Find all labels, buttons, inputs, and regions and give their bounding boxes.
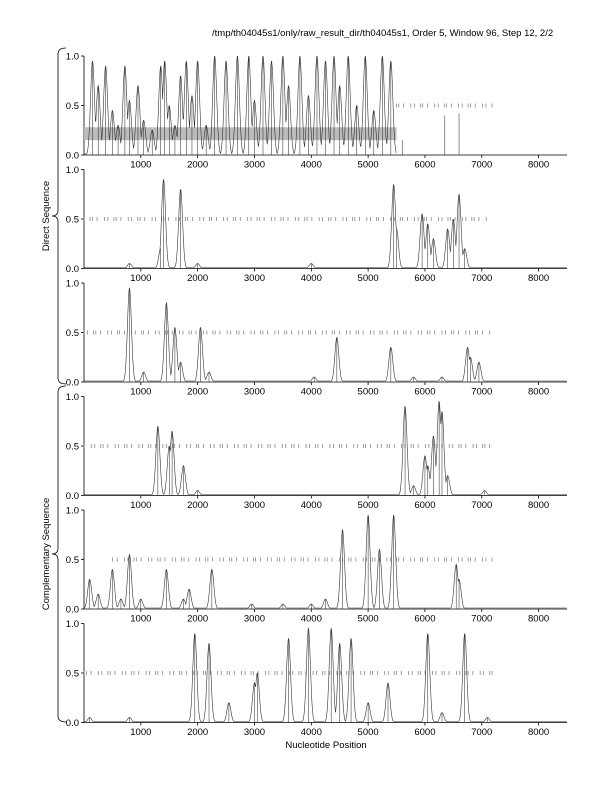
x-tick-label: 5000: [357, 613, 379, 625]
y-tick-label: 1.0: [65, 392, 79, 403]
figure-header: /tmp/th04045s1/only/raw_result_dir/th04045s1, Order 5, Window 96, Step 12, 2/2: [212, 28, 554, 39]
x-tick-label: 2000: [187, 500, 209, 511]
y-tick-label: 0.5: [65, 555, 79, 566]
x-tick-label: 8000: [528, 613, 550, 625]
y-tick-label: 0.5: [65, 328, 79, 339]
x-tick-label: 5000: [357, 386, 379, 398]
x-tick-label: 7000: [471, 273, 493, 284]
x-tick-label: 1000: [130, 386, 152, 398]
x-tick-label: 4000: [300, 500, 322, 511]
x-tick-label: 1000: [130, 159, 152, 171]
x-tick-label: 3000: [243, 613, 266, 625]
x-tick-label: 5000: [357, 273, 379, 284]
signal-line: [84, 629, 567, 722]
x-tick-label: 2000: [187, 273, 209, 284]
x-tick-label: 8000: [528, 500, 550, 511]
y-tick-label: 1.0: [65, 505, 79, 517]
y-tick-label: 0.0: [65, 604, 79, 616]
y-tick-label: 1.0: [65, 278, 79, 290]
y-tick-label: 0.5: [65, 101, 79, 112]
y-tick-label: 0.5: [65, 214, 79, 226]
x-tick-label: 5000: [357, 727, 379, 738]
y-tick-label: 1.0: [65, 51, 79, 63]
x-tick-label: 8000: [528, 727, 550, 738]
x-tick-label: 6000: [414, 273, 436, 284]
y-tick-label: 0.0: [65, 377, 79, 389]
x-tick-label: 8000: [528, 273, 550, 284]
x-tick-label: 6000: [414, 500, 436, 511]
x-tick-label: 2000: [187, 386, 209, 398]
panel-2: [66, 165, 567, 284]
x-tick-label: 8000: [528, 159, 550, 171]
x-tick-label: 3000: [243, 273, 266, 284]
complementary-group-label: Complementary Sequence: [41, 497, 52, 611]
x-tick-label: 7000: [471, 613, 493, 625]
x-tick-label: 1000: [130, 727, 152, 738]
signal-line: [84, 515, 567, 608]
x-tick-label: 4000: [300, 273, 322, 284]
signal-line: [84, 179, 567, 267]
shaded-band: [84, 127, 397, 140]
panels: [66, 52, 567, 739]
x-tick-label: 4000: [300, 386, 322, 398]
panel-5: [66, 506, 567, 625]
x-tick-label: 5000: [357, 500, 379, 511]
direct-group-brace: [52, 48, 66, 384]
x-tick-label: 3000: [243, 386, 266, 398]
signal-line: [84, 402, 567, 495]
y-tick-label: 0.0: [65, 491, 79, 502]
y-tick-label: 0.5: [65, 441, 79, 453]
signal-line: [84, 288, 567, 381]
x-tick-label: 7000: [471, 386, 493, 398]
x-tick-label: 7000: [471, 500, 493, 511]
x-tick-label: 3000: [243, 159, 266, 171]
x-tick-label: 2000: [187, 159, 209, 171]
x-tick-label: 6000: [414, 613, 436, 625]
y-tick-label: 0.5: [65, 668, 79, 680]
x-tick-label: 1000: [130, 500, 152, 511]
x-tick-label: 7000: [471, 159, 493, 171]
x-tick-label: 2000: [187, 613, 209, 625]
panel-3: [66, 279, 567, 398]
y-tick-label: 0.0: [65, 150, 79, 162]
x-tick-label: 7000: [471, 727, 493, 738]
x-tick-label: 5000: [357, 159, 379, 171]
x-tick-label: 8000: [528, 386, 550, 398]
y-tick-label: 0.0: [65, 718, 79, 729]
x-tick-label: 6000: [414, 386, 436, 398]
panel-1: [66, 52, 567, 171]
complementary-group-brace: [52, 386, 66, 722]
direct-group-label: Direct Sequence: [41, 180, 52, 252]
x-tick-label: 6000: [414, 159, 436, 171]
x-axis-label: Nucleotide Position: [285, 740, 367, 751]
x-tick-label: 1000: [130, 273, 152, 284]
panel-6: [66, 619, 567, 738]
x-tick-label: 1000: [130, 613, 152, 625]
x-tick-label: 4000: [300, 613, 322, 625]
x-tick-label: 4000: [300, 727, 322, 738]
y-tick-label: 1.0: [65, 619, 79, 630]
x-tick-label: 2000: [187, 727, 209, 738]
y-tick-label: 1.0: [65, 165, 79, 176]
panel-4: [66, 392, 567, 511]
x-tick-label: 3000: [243, 727, 266, 738]
x-tick-label: 6000: [414, 727, 436, 738]
x-tick-label: 3000: [243, 500, 266, 511]
x-tick-label: 4000: [300, 159, 322, 171]
y-tick-label: 0.0: [65, 264, 79, 275]
